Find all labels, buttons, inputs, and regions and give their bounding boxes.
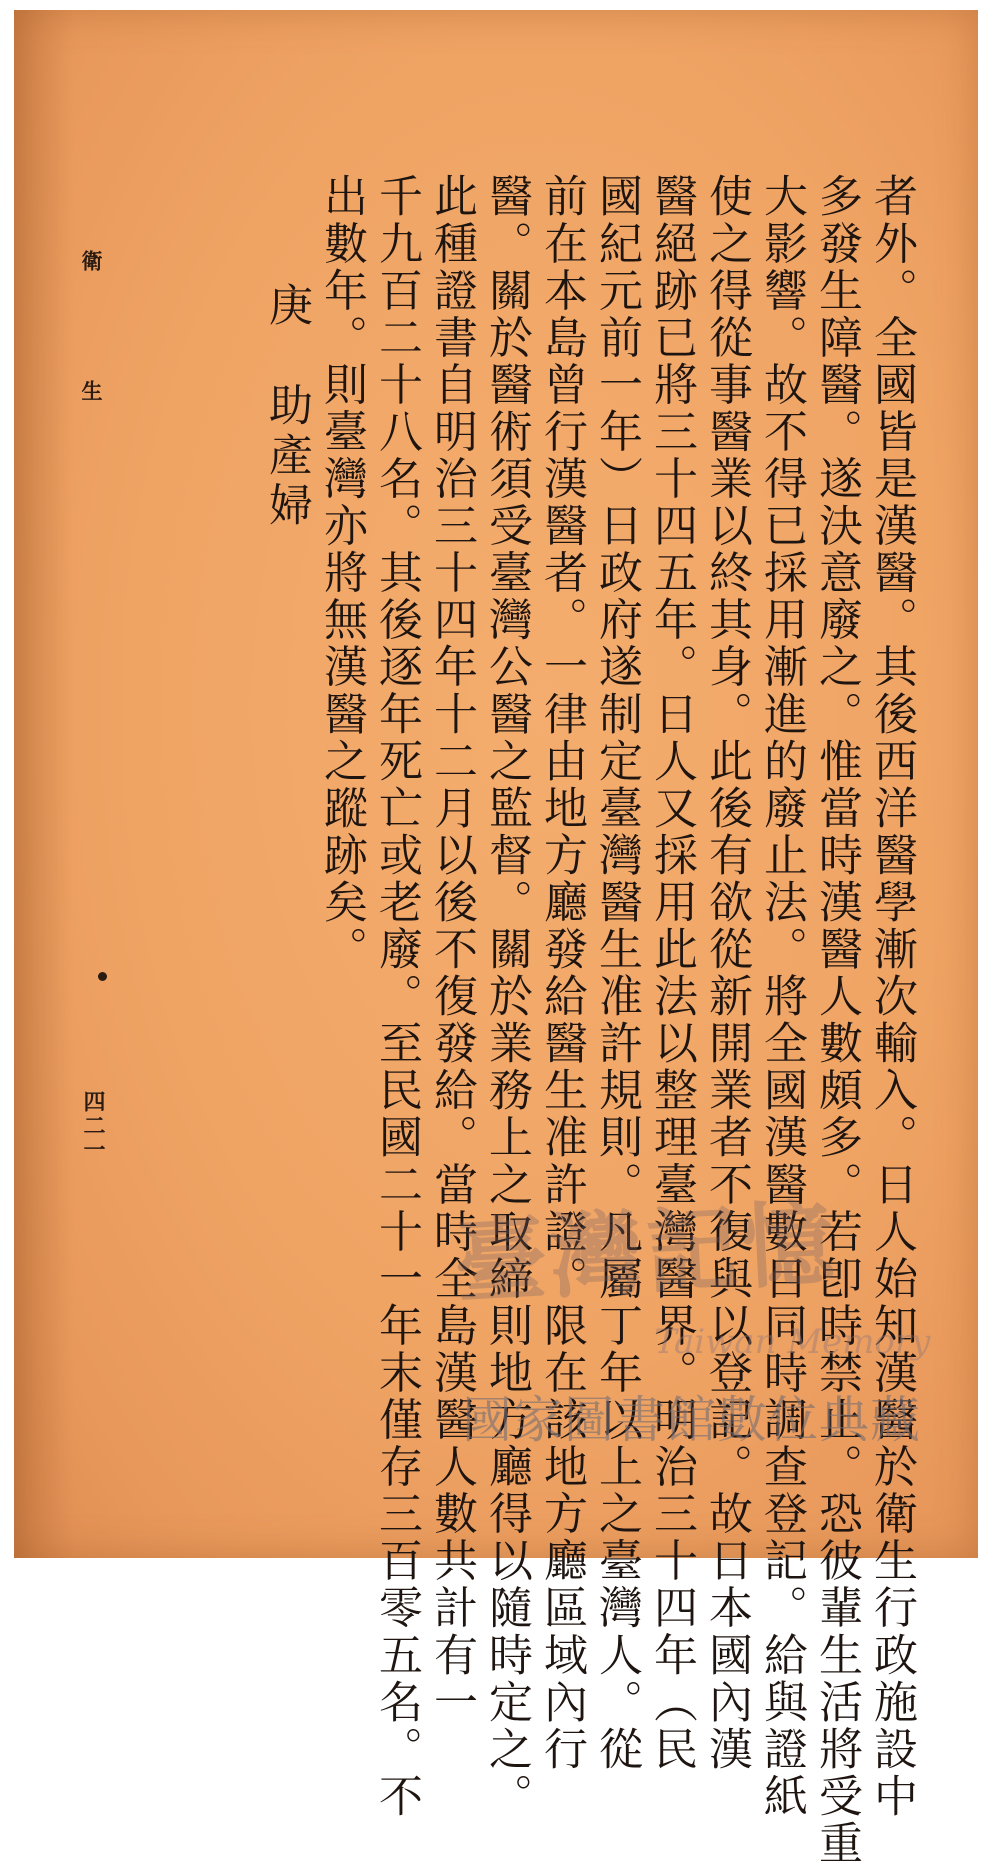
header-bullet-dot [98, 972, 107, 981]
body-column-1: 者外。全國皆是漢醫。其後西洋醫學漸次輸入。日人始知漢醫於衛生行政施設中 [866, 173, 917, 1820]
running-header-title: 衛 生 [79, 250, 104, 443]
page-number: 四二一 [80, 1090, 106, 1162]
page-spine-shadow [14, 10, 74, 1558]
body-column-8: 醫。關於醫術須受臺灣公醫之監督。關於業務上之取締則地方廳得以隨時定之。 [481, 173, 532, 1820]
body-column-7: 前在本島曾行漢醫者。一律由地方廳發給醫生准許證。限在該地方廳區域內行 [536, 173, 587, 1773]
watermark-english-text: Taiwan Memory [654, 1322, 931, 1362]
watermark-library-text: 國家圖書館數位典藏 [462, 1391, 921, 1449]
body-column-2: 多發生障醫。遂決意廢之。惟當時漢醫人數頗多。若卽時禁止。恐彼輩生活將受重 [811, 173, 862, 1867]
body-column-9: 此種證書自明治三十四年十二月以後不復發給。當時全島漢醫人數共計有一 [426, 173, 477, 1726]
body-column-11: 出數年。則臺灣亦將無漢醫之蹤跡矣。 [316, 173, 367, 973]
watermark-seal-text: 臺灣記憶 [451, 1189, 841, 1317]
body-column-4: 使之得從事醫業以終其身。此後有欲從新開業者不復與以登記。故日本國內漢 [701, 173, 752, 1773]
body-column-3: 大影響。故不得已採用漸進的廢止法。將全國漢醫數目同時調查登記。給與證紙 [756, 173, 807, 1820]
section-heading: 庚 助產婦 [261, 282, 312, 532]
body-column-6: 國紀元前一年）日政府遂制定臺灣醫生准許規則。凡屬丁年以上之臺灣人。從 [591, 173, 642, 1773]
body-column-5: 醫絕跡已將三十四五年。日人又採用此法以整理臺灣醫界。明治三十四年（民 [646, 173, 697, 1773]
body-column-10: 千九百二十八名。其後逐年死亡或老廢。至民國二十一年末僅存三百零五名。不 [371, 173, 422, 1820]
scanned-page [14, 10, 978, 1867]
